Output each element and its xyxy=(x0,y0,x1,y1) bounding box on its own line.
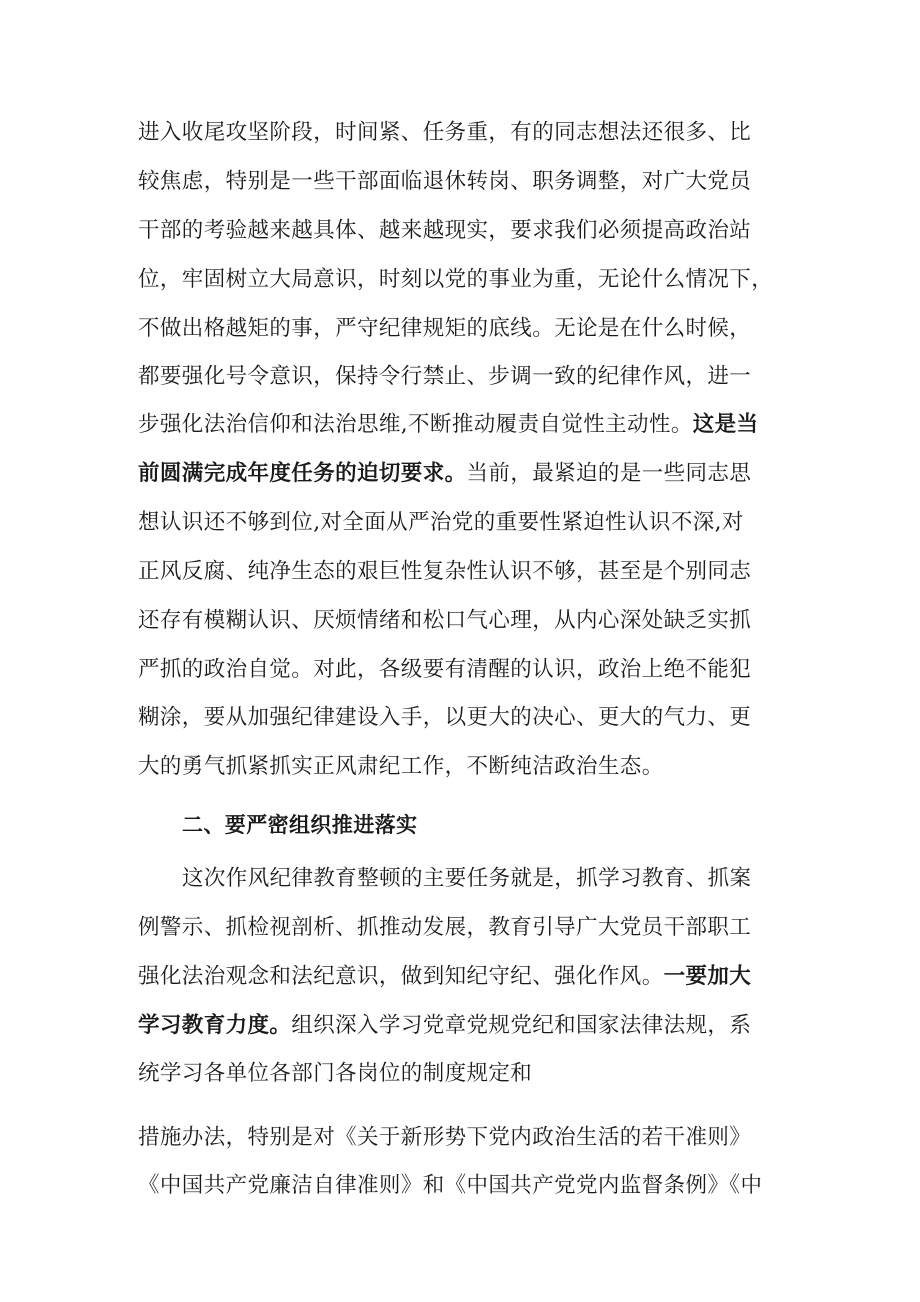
text-line xyxy=(138,459,798,489)
text-line: 进入收尾攻坚阶段，时间紧、任务重，有的同志想法还很多、比 xyxy=(138,120,752,145)
text-line: 严抓的政治自觉。对此，各级要有清醒的认识，政治上绝不能犯 xyxy=(138,657,752,682)
text-run: 当前，最紧迫的是一些同志思 xyxy=(466,461,752,486)
text-line: 这次作风纪律教育整顿的主要任务就是，抓学习教育、抓案 xyxy=(182,866,752,891)
text-line: 糊涂，要从加强纪律建设入手，以更大的决心、更大的气力、更 xyxy=(138,705,752,730)
text-line: 措施办法，特别是对《关于新形势下党内政治生活的若干准则》 xyxy=(138,1125,752,1150)
text-line xyxy=(138,962,798,992)
bold-text-run: 学习教育力度。 xyxy=(138,1013,292,1038)
bold-text-run: 这是当 xyxy=(692,412,759,437)
text-line: 《中国共产党廉洁自律准则》和《中国共产党党内监督条例》《中 xyxy=(138,1173,763,1198)
bold-text-run: 前圆满完成年度任务的迫切要求。 xyxy=(138,461,467,486)
text-run: 步强化法治信仰和法治思维,不断推动履责自觉性主动性。 xyxy=(138,412,693,437)
text-line: 还存有模糊认识、厌烦情绪和松口气心理，从内心深处缺乏实抓 xyxy=(138,608,752,633)
bold-text-run: 一要加大 xyxy=(663,964,752,989)
text-line: 想认识还不够到位,对全面从严治党的重要性紧迫性认识不深,对 xyxy=(138,510,744,535)
text-line: 正风反腐、纯净生态的艰巨性复杂性认识不够，甚至是个别同志 xyxy=(138,559,752,584)
text-line xyxy=(138,410,798,440)
text-line: 较焦虑，特别是一些干部面临退休转岗、职务调整，对广大党员 xyxy=(138,169,752,194)
text-run: 组织深入学习党章党规党纪和国家法律法规，系 xyxy=(291,1013,752,1038)
text-line: 都要强化号令意识，保持令行禁止、步调一致的纪律作风，进一 xyxy=(138,364,752,389)
text-line: 位，牢固树立大局意识，时刻以党的事业为重，无论什么情况下， xyxy=(138,267,774,292)
text-line: 统学习各单位各部门各岗位的制度规定和 xyxy=(138,1061,533,1086)
text-run: 强化法治观念和法纪意识，做到知纪守纪、强化作风。 xyxy=(138,964,664,989)
text-line: 大的勇气抓紧抓实正风肃纪工作，不断纯洁政治生态。 xyxy=(138,754,664,779)
text-line: 干部的考验越来越具体、越来越现实，要求我们必须提高政治站 xyxy=(138,218,752,243)
text-line: 不做出格越矩的事，严守纪律规矩的底线。无论是在什么时候， xyxy=(138,316,752,341)
section-heading: 二、要严密组织推进落实 xyxy=(182,813,418,837)
text-line xyxy=(138,1011,798,1041)
text-line: 例警示、抓检视剖析、抓推动发展，教育引导广大党员干部职工 xyxy=(138,915,752,940)
